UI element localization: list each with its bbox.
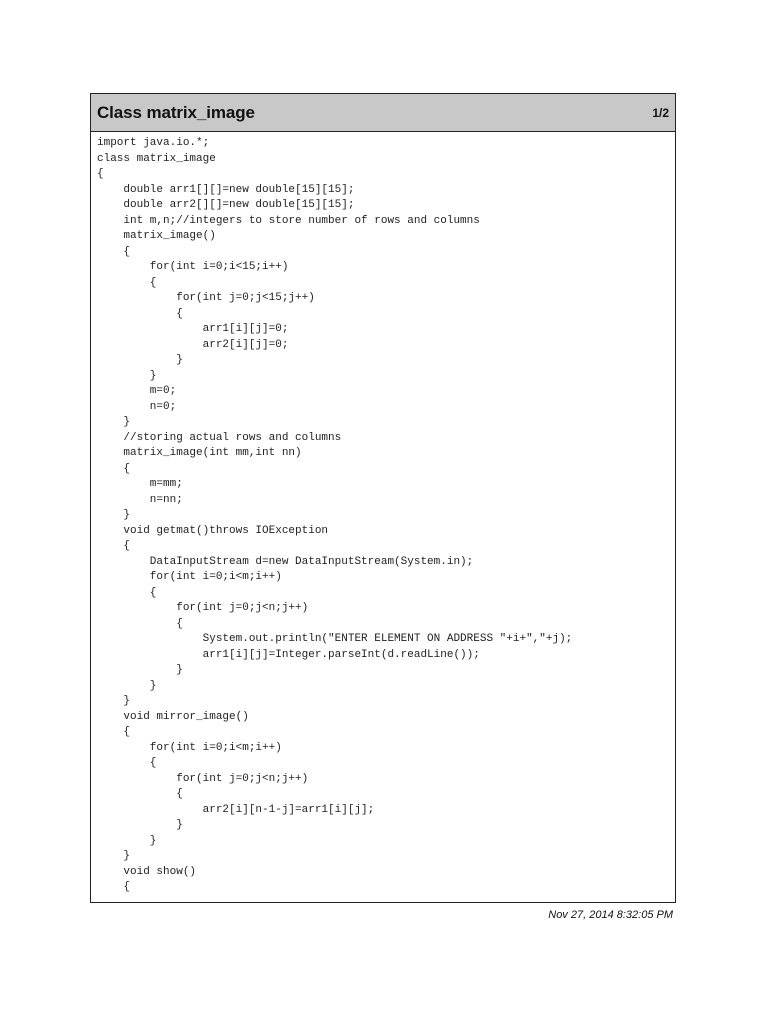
code-block [91, 132, 675, 896]
code-line: } [97, 850, 131, 862]
code-listing-frame [90, 93, 676, 903]
code-line: n=0; [97, 400, 177, 413]
code-line: import java.io.*; [97, 137, 210, 149]
code-line: for(int i=0;i<15;i++) [97, 261, 289, 273]
code-line: } [97, 369, 157, 382]
code-line: { [97, 788, 183, 800]
listing-header [91, 94, 675, 132]
code-line: { [97, 540, 131, 552]
page-indicator: 1/2 [652, 105, 669, 120]
code-line: void show() [97, 865, 197, 878]
code-line: { [97, 462, 131, 475]
code-line: double arr1[][]=new double[15][15]; [97, 183, 355, 196]
code-line: for(int i=0;i<m;i++) [97, 571, 282, 583]
code-line: { [97, 617, 183, 630]
code-line: { [97, 586, 157, 599]
code-line: } [97, 819, 183, 831]
code-line: } [97, 509, 131, 521]
code-line: //storing actual rows and columns [97, 431, 342, 444]
code-line: matrix_image(int mm,int nn) [97, 447, 302, 459]
code-line: } [97, 354, 183, 366]
code-line: arr1[i][j]=0; [97, 323, 289, 335]
footer-timestamp: Nov 27, 2014 8:32:05 PM [548, 909, 673, 921]
code-line: { [97, 726, 131, 738]
code-line: { [97, 245, 131, 258]
code-line: n=nn; [97, 493, 183, 506]
code-line: class matrix_image [97, 152, 216, 165]
code-line: { [97, 168, 104, 180]
code-line: DataInputStream d=new DataInputStream(System.in); [97, 555, 474, 568]
code-line: arr2[i][n-1-j]=arr1[i][j]; [97, 803, 375, 816]
page-title: Class matrix_image [97, 102, 255, 122]
code-line: { [97, 276, 157, 289]
code-line: double arr2[][]=new double[15][15]; [97, 199, 355, 211]
code-line: for(int j=0;j<15;j++) [97, 292, 315, 304]
code-line: int m,n;//integers to store number of rows and columns [97, 214, 480, 227]
code-line: arr1[i][j]=Integer.parseInt(d.readLine()); [97, 648, 480, 661]
code-line: { [97, 881, 131, 893]
code-line: { [97, 757, 157, 769]
code-line: } [97, 679, 157, 692]
code-line: { [97, 307, 183, 320]
code-line: matrix_image() [97, 230, 216, 242]
code-line: } [97, 834, 157, 847]
code-line: arr2[i][j]=0; [97, 338, 289, 351]
code-line: m=0; [97, 385, 177, 397]
code-line: for(int i=0;i<m;i++) [97, 741, 282, 754]
code-line: void mirror_image() [97, 710, 249, 723]
code-line: for(int j=0;j<n;j++) [97, 772, 309, 785]
code-line: } [97, 695, 131, 707]
code-line: System.out.println("ENTER ELEMENT ON ADDRESS "+i+","+j); [97, 633, 573, 645]
code-line: m=mm; [97, 478, 183, 490]
code-line: for(int j=0;j<n;j++) [97, 602, 309, 614]
code-line: } [97, 416, 131, 428]
code-line: } [97, 664, 183, 676]
code-line: void getmat()throws IOException [97, 524, 329, 537]
